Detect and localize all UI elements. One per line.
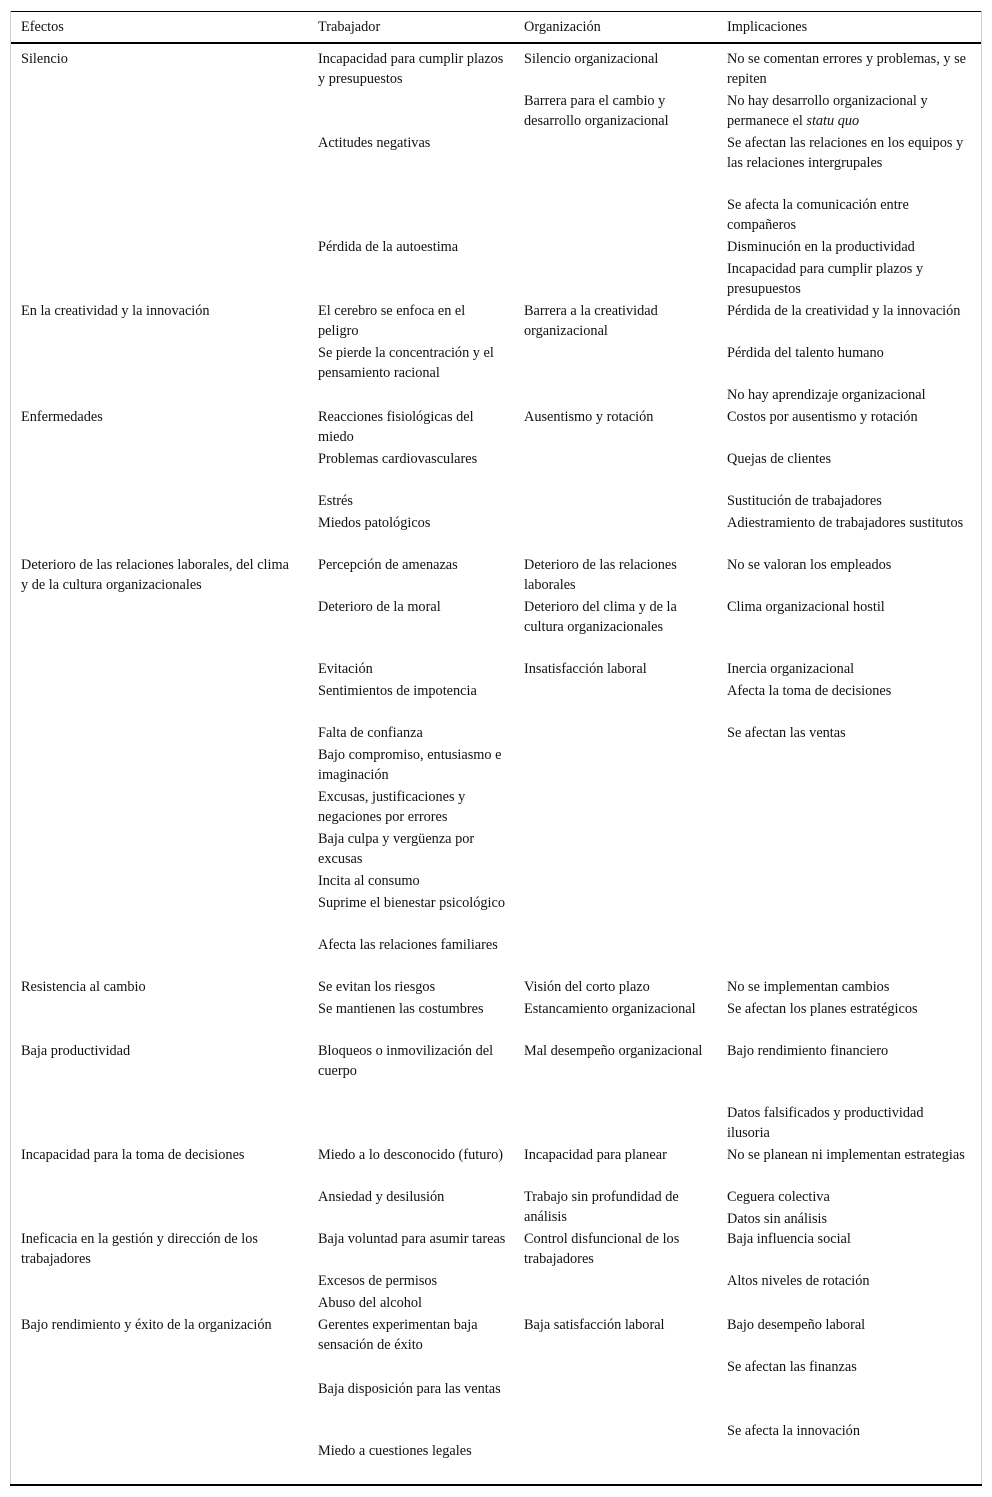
cell-implicacion: Bajo desempeño laboral: [727, 1317, 866, 1333]
table-header-rule: [10, 42, 982, 44]
cell-organizacion: Silencio organizacional: [524, 51, 659, 67]
cell-trabajador: Falta de confianza: [318, 725, 423, 741]
cell-organizacion: Ausentismo y rotación: [524, 409, 654, 425]
cell-organizacion: Control disfuncional de los trabajadores: [524, 1231, 680, 1267]
cell-efecto: Bajo rendimiento y éxito de la organización: [21, 1317, 272, 1333]
cell-efecto: Silencio: [21, 51, 68, 67]
cell-organizacion: Estancamiento organizacional: [524, 1001, 696, 1017]
cell-trabajador: Evitación: [318, 661, 373, 677]
cell-efecto: Ineficacia en la gestión y dirección de los trabajadores: [21, 1231, 258, 1267]
cell-implicacion: Disminución en la productividad: [727, 239, 915, 255]
cell-implicacion: Datos falsificados y productividad ilusoria: [727, 1105, 924, 1141]
cell-trabajador: Reacciones fisiológicas del miedo: [318, 409, 474, 445]
cell-trabajador: Percepción de amenazas: [318, 557, 458, 573]
cell-trabajador: Bloqueos o inmovilización del cuerpo: [318, 1043, 494, 1079]
cell-implicacion: Altos niveles de rotación: [727, 1273, 870, 1289]
cell-organizacion: Mal desempeño organizacional: [524, 1043, 703, 1059]
cell-trabajador: Bajo compromiso, entusiasmo e imaginación: [318, 747, 502, 783]
cell-organizacion: Incapacidad para planear: [524, 1147, 667, 1163]
cell-trabajador: Pérdida de la autoestima: [318, 239, 459, 255]
cell-trabajador: Miedo a cuestiones legales: [318, 1443, 472, 1459]
cell-implicacion: Costos por ausentismo y rotación: [727, 409, 918, 425]
cell-trabajador: Estrés: [318, 493, 353, 509]
table-right-border: [981, 11, 982, 1484]
cell-implicacion: Se afectan las finanzas: [727, 1359, 857, 1375]
cell-efecto: Deterioro de las relaciones laborales, del clima y de la cultura organizacionales: [21, 557, 289, 593]
cell-trabajador: Se mantienen las costumbres: [318, 1001, 484, 1017]
cell-implicacion: Adiestramiento de trabajadores sustitutos: [727, 515, 964, 531]
cell-trabajador: Se evitan los riesgos: [318, 979, 436, 995]
cell-organizacion: Baja satisfacción laboral: [524, 1317, 665, 1333]
cell-implicacion: No hay aprendizaje organizacional: [727, 387, 926, 403]
table-top-rule: [10, 11, 982, 12]
cell-implicacion: Pérdida de la creatividad y la innovación: [727, 303, 961, 319]
header-implicaciones: Implicaciones: [727, 19, 808, 35]
cell-organizacion: Barrera a la creatividad organizacional: [524, 303, 658, 339]
cell-efecto: Resistencia al cambio: [21, 979, 146, 995]
cell-implicacion: Inercia organizacional: [727, 661, 855, 677]
cell-implicacion: Baja influencia social: [727, 1231, 851, 1247]
cell-organizacion: Deterioro de las relaciones laborales: [524, 557, 677, 593]
cell-implicacion: Bajo rendimiento financiero: [727, 1043, 889, 1059]
cell-trabajador: Se pierde la concentración y el pensamiento racional: [318, 345, 494, 381]
table-bottom-rule: [10, 1484, 982, 1486]
cell-implicacion: No se comentan errores y problemas, y se repiten: [727, 51, 966, 87]
cell-implicacion: Se afectan los planes estratégicos: [727, 1001, 918, 1017]
cell-implicacion: Sustitución de trabajadores: [727, 493, 882, 509]
cell-implicacion: Quejas de clientes: [727, 451, 832, 467]
cell-implicacion: Pérdida del talento humano: [727, 345, 884, 361]
cell-trabajador: Ansiedad y desilusión: [318, 1189, 445, 1205]
cell-implicacion: Se afecta la innovación: [727, 1423, 860, 1439]
cell-efecto: Incapacidad para la toma de decisiones: [21, 1147, 245, 1163]
cell-trabajador: Sentimientos de impotencia: [318, 683, 477, 699]
cell-trabajador: Incapacidad para cumplir plazos y presupuestos: [318, 51, 504, 87]
cell-implicacion: Afecta la toma de decisiones: [727, 683, 892, 699]
cell-implicacion: No hay desarrollo organizacional y permanece el statu quo: [727, 93, 928, 129]
cell-implicacion: Se afecta la comunicación entre compañeros: [727, 197, 909, 233]
header-organizacion: Organización: [524, 19, 601, 35]
cell-trabajador: Baja disposición para las ventas: [318, 1381, 501, 1397]
cell-trabajador: Excesos de permisos: [318, 1273, 438, 1289]
cell-trabajador: Miedo a lo desconocido (futuro): [318, 1147, 504, 1163]
cell-implicacion: No se planean ni implementan estrategias: [727, 1147, 965, 1163]
cell-trabajador: Abuso del alcohol: [318, 1295, 423, 1311]
cell-implicacion: Se afectan las relaciones en los equipos y las relaciones intergrupales: [727, 135, 964, 171]
cell-implicacion: Datos sin análisis: [727, 1211, 828, 1227]
cell-efecto: Enfermedades: [21, 409, 103, 425]
cell-organizacion: Trabajo sin profundidad de análisis: [524, 1189, 679, 1225]
cell-implicacion: No se implementan cambios: [727, 979, 890, 995]
cell-implicacion: Incapacidad para cumplir plazos y presupuestos: [727, 261, 924, 297]
table-left-border: [10, 11, 11, 1484]
cell-trabajador: Afecta las relaciones familiares: [318, 937, 498, 953]
cell-efecto: Baja productividad: [21, 1043, 131, 1059]
cell-trabajador: Suprime el bienestar psicológico: [318, 895, 506, 911]
cell-organizacion: Insatisfacción laboral: [524, 661, 647, 677]
header-trabajador: Trabajador: [318, 19, 381, 35]
cell-trabajador: Baja voluntad para asumir tareas: [318, 1231, 506, 1247]
header-efectos: Efectos: [21, 19, 64, 35]
cell-trabajador: Actitudes negativas: [318, 135, 431, 151]
cell-efecto: En la creatividad y la innovación: [21, 303, 210, 319]
cell-organizacion: Deterioro del clima y de la cultura organizacionales: [524, 599, 677, 635]
cell-implicacion: No se valoran los empleados: [727, 557, 892, 573]
cell-trabajador: El cerebro se enfoca en el peligro: [318, 303, 466, 339]
cell-trabajador: Incita al consumo: [318, 873, 420, 889]
cell-trabajador: Baja culpa y vergüenza por excusas: [318, 831, 475, 867]
cell-trabajador: Deterioro de la moral: [318, 599, 441, 615]
cell-organizacion: Visión del corto plazo: [524, 979, 650, 995]
cell-trabajador: Miedos patológicos: [318, 515, 431, 531]
cell-implicacion: Ceguera colectiva: [727, 1189, 830, 1205]
cell-organizacion: Barrera para el cambio y desarrollo organizacional: [524, 93, 669, 129]
cell-trabajador: Excusas, justificaciones y negaciones por errores: [318, 789, 466, 825]
cell-trabajador: Gerentes experimentan baja sensación de éxito: [318, 1317, 478, 1353]
cell-implicacion: Se afectan las ventas: [727, 725, 846, 741]
cell-trabajador: Problemas cardiovasculares: [318, 451, 478, 467]
cell-implicacion: Clima organizacional hostil: [727, 599, 885, 615]
